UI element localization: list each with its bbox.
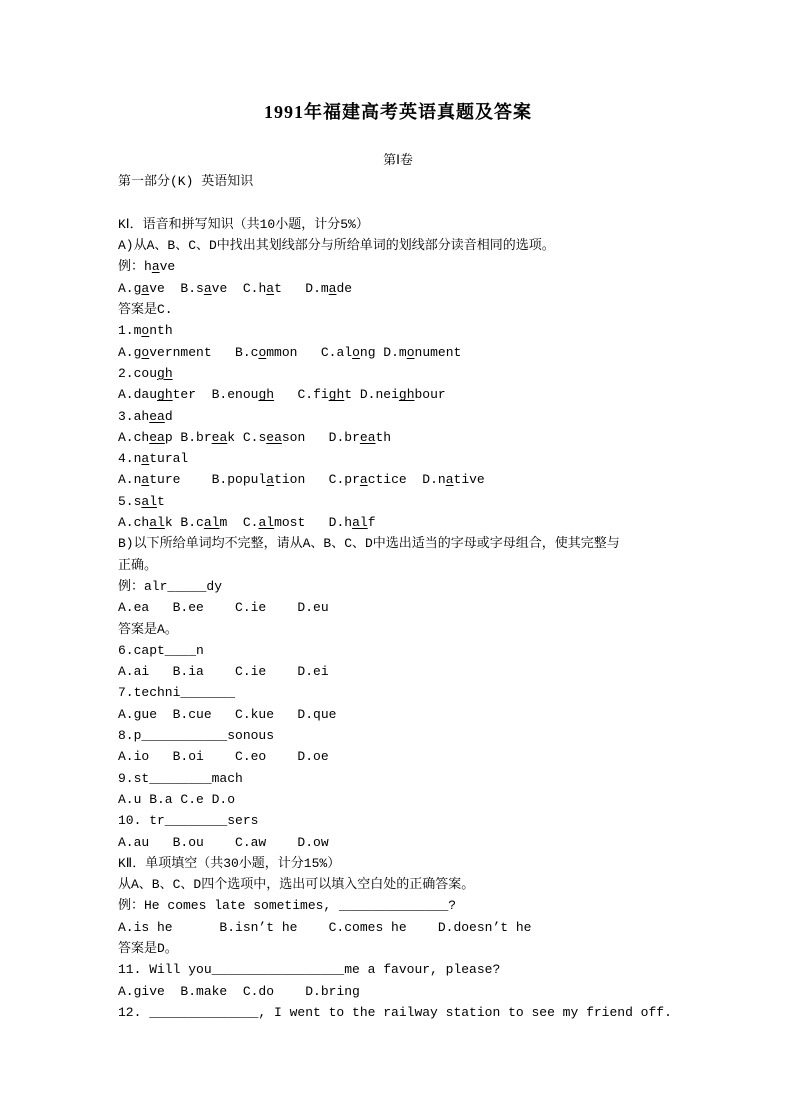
underlined-text-run: al [141, 493, 158, 509]
text-run: 3.ah [118, 408, 150, 424]
document-line [118, 917, 678, 938]
text-run: 例：h [118, 259, 152, 275]
text-run: 正确。 [118, 557, 158, 573]
text-run: ng D.m [359, 344, 407, 360]
underlined-text-run: a [203, 280, 212, 296]
document-line [118, 278, 678, 299]
document-line [118, 555, 678, 576]
document-line [118, 725, 678, 746]
text-run: 11. Will you_________________me a favour, please? [118, 962, 501, 978]
document-line [118, 768, 678, 789]
document-line [118, 853, 678, 874]
document-line [118, 597, 678, 618]
underlined-text-run: al [258, 515, 275, 531]
document-line [118, 320, 678, 341]
text-run: 第Ⅰ卷 [383, 153, 413, 168]
text-run: 例：He comes late sometimes, ______________? [118, 898, 457, 914]
underlined-text-run: gh [258, 387, 275, 403]
underlined-text-run: gh [398, 387, 415, 403]
text-run: A.gue B.cue C.kue D.que [118, 706, 337, 722]
document-line [118, 576, 678, 597]
underlined-text-run: a [266, 472, 275, 488]
text-run: 2.cou [118, 365, 158, 381]
document-line [118, 895, 678, 916]
text-run: d [164, 408, 173, 424]
text-run: k B.c [164, 515, 204, 531]
text-run: A.ch [118, 429, 150, 445]
document-lines [118, 150, 678, 1023]
document-line [118, 406, 678, 427]
text-run: B)以下所给单词均不完整，请从A、B、C、D中选出适当的字母或字母组合，使其完整与 [118, 536, 620, 552]
text-run: A)从A、B、C、D中找出其划线部分与所给单词的划线部分读音相同的选项。 [118, 238, 555, 254]
text-run: A.io B.oi C.eo D.oe [118, 749, 329, 765]
document-line [118, 619, 678, 640]
document-line [118, 512, 678, 533]
document-line [118, 171, 678, 192]
text-run: th [375, 429, 392, 445]
document-line [118, 533, 678, 554]
text-run: A.dau [118, 387, 158, 403]
text-run: A.ch [118, 515, 150, 531]
underlined-text-run: ea [359, 429, 376, 445]
text-run: A.au B.ou C.aw D.ow [118, 834, 329, 850]
document-line [118, 448, 678, 469]
underlined-text-run: al [149, 515, 165, 531]
document-line [118, 981, 678, 1002]
document-line [118, 938, 678, 959]
document-line [118, 810, 678, 831]
text-run: 答案是C. [118, 302, 173, 318]
underlined-text-run: a [141, 472, 150, 488]
document-line [118, 150, 678, 171]
underlined-text-run: ea [149, 408, 165, 424]
underlined-text-run: a [141, 280, 150, 296]
document-line [118, 682, 678, 703]
underlined-text-run: a [359, 472, 368, 488]
text-run: de [336, 280, 353, 296]
text-run: A.ai B.ia C.ie D.ei [118, 664, 329, 680]
text-run: nument [414, 344, 462, 360]
text-run: f [367, 515, 376, 531]
text-run: tion C.pr [274, 472, 360, 488]
document-title: 1991年福建高考英语真题及答案 [264, 102, 532, 122]
text-run: A.g [118, 280, 142, 296]
text-run: most D.h [274, 515, 353, 531]
document-line [118, 640, 678, 661]
underlined-text-run: o [352, 344, 360, 360]
document-line [118, 214, 678, 235]
underlined-text-run: a [445, 472, 454, 488]
text-run: A.give B.make C.do D.bring [118, 983, 360, 999]
text-run: ctice D.n [367, 472, 446, 488]
text-run: 10. tr________sers [118, 813, 259, 829]
underlined-text-run: ea [149, 429, 165, 445]
document-line [118, 342, 678, 363]
document-line [118, 193, 678, 214]
text-run: KⅡ．单项填空（共30小题，计分15%） [118, 855, 341, 871]
text-run: ve B.s [149, 280, 204, 296]
text-run: tive [453, 472, 485, 488]
text-run: 12. ______________, I went to the railway station to see my friend off. [118, 1004, 672, 1020]
text-run: 从A、B、C、D四个选项中，选出可以填入空白处的正确答案。 [118, 877, 475, 893]
text-run: mmon C.al [266, 344, 353, 360]
underlined-text-run: a [141, 451, 150, 467]
text-run: vernment B.c [149, 344, 259, 360]
document-line [118, 491, 678, 512]
text-run: 第一部分(K) 英语知识 [118, 174, 254, 190]
document-line [118, 427, 678, 448]
text-run: 例：alr_____dy [118, 578, 223, 594]
document-line [118, 1002, 678, 1023]
text-run: C.fi [274, 387, 329, 403]
text-run: KⅠ．语音和拼写知识（共10小题，计分5%） [118, 216, 369, 232]
underlined-text-run: gh [328, 387, 345, 403]
underlined-text-run: ea [211, 429, 228, 445]
underlined-text-run: al [203, 515, 220, 531]
text-run: t D.nei [344, 387, 399, 403]
underlined-text-run: ea [266, 429, 282, 445]
text-run: t D.m [274, 280, 329, 296]
underlined-text-run: a [266, 280, 275, 296]
document-line [118, 661, 678, 682]
underlined-text-run: a [328, 280, 337, 296]
document-line [118, 235, 678, 256]
text-run: 7.techni_______ [118, 685, 236, 701]
text-run: ture B.popul [149, 472, 267, 488]
text-run: m C. [219, 515, 259, 531]
text-run: A.n [118, 472, 142, 488]
document-line [118, 299, 678, 320]
document-line [118, 704, 678, 725]
text-run: 4.n [118, 451, 142, 467]
underlined-text-run: o [258, 344, 267, 360]
text-run: son D.br [281, 429, 360, 445]
document-line [118, 256, 678, 277]
document-line [118, 874, 678, 895]
document-line [118, 959, 678, 980]
text-run [118, 196, 126, 211]
text-run: A.u B.a C.e D.o [118, 791, 236, 807]
underlined-text-run: gh [157, 387, 173, 403]
document-line [118, 469, 678, 490]
text-run: tural [149, 451, 189, 467]
underlined-text-run: o [141, 323, 150, 339]
text-run: 6.capt____n [118, 642, 204, 658]
text-run: 9.st________mach [118, 770, 243, 786]
text-run: 答案是A。 [118, 621, 178, 637]
underlined-text-run: gh [157, 365, 173, 381]
underlined-text-run: o [406, 344, 415, 360]
document-line [118, 746, 678, 767]
text-run: 1.m [118, 323, 142, 339]
text-run: ve [159, 259, 176, 275]
document-line [118, 832, 678, 853]
underlined-text-run: al [352, 515, 368, 531]
text-run: bour [414, 387, 446, 403]
text-run: ve C.h [211, 280, 267, 296]
text-run: k C.s [227, 429, 267, 445]
underlined-text-run: o [141, 344, 150, 360]
document-line [118, 363, 678, 384]
text-run: ter B.enou [172, 387, 259, 403]
text-run: A.g [118, 344, 142, 360]
text-run: 答案是D。 [118, 940, 178, 956]
document-line [118, 384, 678, 405]
text-run: A.ea B.ee C.ie D.eu [118, 600, 329, 616]
text-run: nth [149, 323, 173, 339]
text-run: 5.s [118, 493, 142, 509]
text-run: t [157, 493, 165, 509]
text-run: A.is he B.isn’t he C.comes he D.doesn’t he [118, 919, 532, 935]
text-run: 8.p___________sonous [118, 728, 275, 744]
text-run: p B.br [164, 429, 212, 445]
document-line [118, 789, 678, 810]
underlined-text-run: a [151, 259, 160, 275]
